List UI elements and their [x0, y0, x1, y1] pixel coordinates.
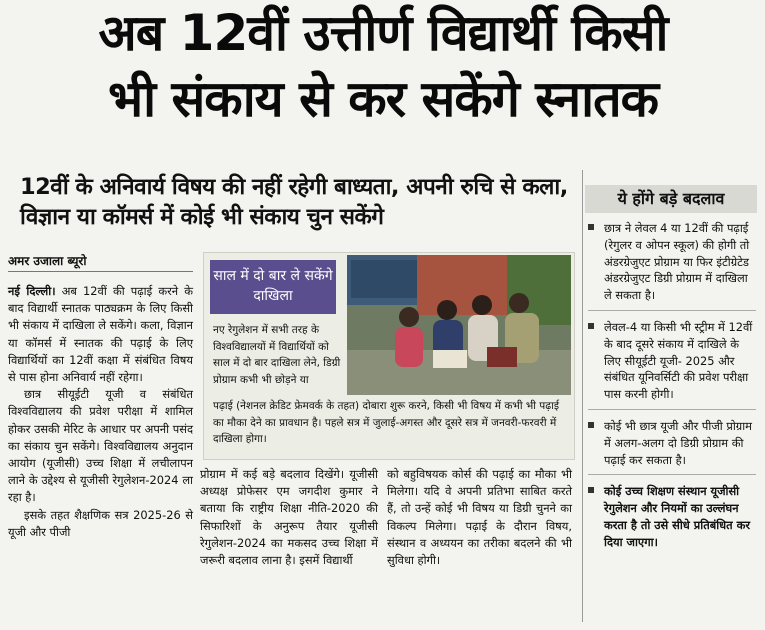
sidebar-divider — [588, 310, 756, 311]
sidebar-item: लेवल-4 या किसी भी स्ट्रीम में 12वीं के बाद दूसरे संकाय में दाखिले के लिए सीयूईटी यूजी- 2025 और संबंधित यूनिवर्सिटी की प्रवेश परीक्षा पास करनी होगी। — [588, 319, 756, 403]
column-divider — [582, 170, 583, 622]
sidebar-list — [588, 220, 756, 563]
photo-caption-bottom: पढ़ाई (नेशनल क्रेडिट फ्रेमवर्क के तहत) दोबारा शुरू करने, किसी भी विषय में कभी भी पढ़ाई का मौका देने का प्रावधान है। पहले सत्र में जुलाई-अगस्त और दूसरे सत्र में जनवरी-फरवरी में दाखिला होगा। — [213, 400, 560, 445]
bullet-square-icon — [588, 224, 594, 230]
headline — [12, 0, 754, 132]
sidebar-divider — [588, 409, 756, 410]
article-paragraph-1: अब 12वीं की पढ़ाई करने के बाद विद्यार्थी स्नातक पाठ्यक्रम के लिए किसी भी संकाय में दाखिला ले सकेंगे। कला, विज्ञान या कॉमर्स में स्नातक की पढ़ाई के लिए विद्यार्थियों का 12वीं कक्षा में संबंधित विषय से पास होना अनिवार्य नहीं रहेगा। — [8, 284, 193, 385]
article-column-3: को बहुविषयक कोर्स की पढ़ाई का मौका भी मिलेगा। यदि वे अपनी प्रतिभा साबित करते हैं, तो उन्हें कोई भी विषय या डिग्री चुनने का विकल्प मिलेगा। पढ़ाई के दौरान विषय, संस्थान व अध्ययन का तरीका बदलने की भी सुविधा होगी। — [387, 467, 572, 568]
sidebar-divider — [588, 474, 756, 475]
bullet-square-icon — [588, 323, 594, 329]
sidebar-item: छात्र ने लेवल 4 या 12वीं की पढ़ाई (रेगुलर व ओपन स्कूल) की होगी तो अंडरग्रेजुएट प्रोग्राम या फिर इंटीग्रेटेड अंडरग्रेजुएट डिग्री प्रोग्राम में दाखिला ले सकता है। — [588, 220, 756, 304]
byline: अमर उजाला ब्यूरो — [8, 254, 87, 268]
article-paragraph-3: इसके तहत शैक्षणिक सत्र 2025-26 से यूजी और पीजी — [8, 507, 193, 539]
article-column-1 — [8, 283, 193, 541]
sidebar-heading: ये होंगे बड़े बदलाव — [585, 185, 757, 213]
article-column-2: प्रोग्राम में कई बड़े बदलाव दिखेंगे। यूजीसी अध्यक्ष प्रोफेसर एम जगदीश कुमार ने बताया कि राष्ट्रीय शिक्षा नीति-2020 की सिफारिशों के अनुरूप तैयार यूजीसी रेगुलेशन-2024 का मकसद उच्च शिक्षा में जरूरी बदलाव लाना है। इसमें विद्यार्थी — [200, 467, 378, 568]
byline-divider — [8, 271, 193, 272]
bullet-square-icon — [588, 422, 594, 428]
photo-caption-top: नए रेगुलेशन में सभी तरह के विश्वविद्यालयों में विद्यार्थियों को साल में दो बार दाखिला लेने, डिग्री प्रोग्राम कभी भी छोड़ने या — [213, 324, 341, 386]
sub-headline: 12वीं के अनिवार्य विषय की नहीं रहेगी बाध्यता, अपनी रुचि से कला, विज्ञान या कॉमर्स में कोई भी संकाय चुन सकेंगे — [20, 174, 568, 230]
article-paragraph-2: छात्र सीयूईटी यूजी व संबंधित विश्वविद्यालय की प्रवेश परीक्षा में शामिल होकर उसकी मेरिट के आधार पर अपनी पसंद का संकाय चुन सकेंगे। विश्वविद्यालय अनुदान आयोग (यूजीसी) उच्च शिक्षा में लचीलापन लाने के उद्देश्य से यूजीसी रेगुलेशन-2024 ला रहा है। — [8, 387, 193, 505]
dateline: नई दिल्ली। — [8, 284, 56, 298]
sidebar-item: कोई भी छात्र यूजी और पीजी प्रोग्राम में अलग-अलग दो डिग्री प्रोग्राम की पढ़ाई कर सकता है। — [588, 418, 756, 468]
bullet-square-icon — [588, 487, 594, 493]
pull-quote: साल में दो बार ले सकेंगे दाखिला — [210, 260, 336, 314]
headline-line-1: अब 12वीं उत्तीर्ण विद्यार्थी किसी — [98, 4, 668, 62]
sidebar-item: कोई उच्च शिक्षण संस्थान यूजीसी रेगुलेशन और नियमों का उल्लंघन करता है तो उसे सीधे प्रतिबंधित कर दिया जाएगा। — [588, 483, 756, 550]
headline-line-2: भी संकाय से कर सकेंगे स्नातक — [108, 70, 658, 128]
students-photo — [347, 255, 571, 395]
